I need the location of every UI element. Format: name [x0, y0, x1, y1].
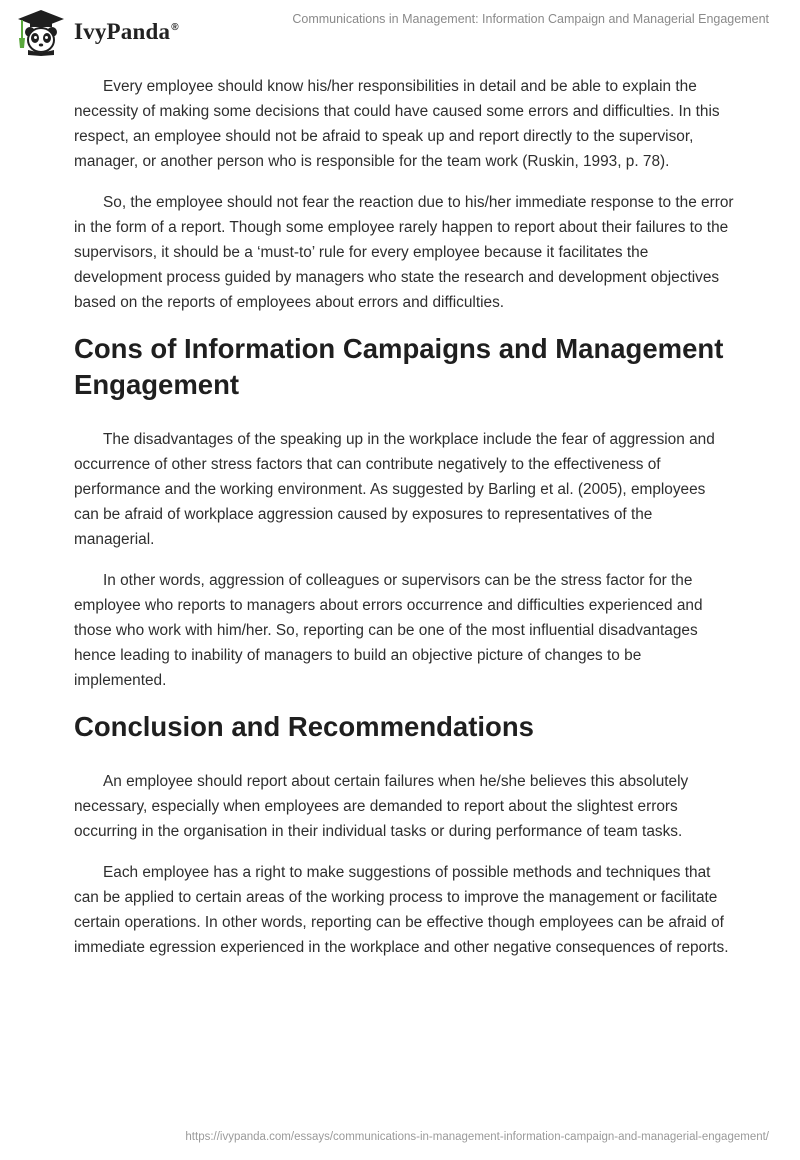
section-heading-conclusion: Conclusion and Recommendations [74, 711, 534, 742]
body-paragraph: In other words, aggression of colleagues or supervisors can be the stress factor for the employee who reports to managers about errors occurrence and difficulties experienced and those who work with him/her. So, reporting can be one of the most influential disadvantages hence leading to inability of managers to build an objective picture of changes to be implemented. [74, 572, 703, 689]
body-paragraph: An employee should report about certain failures when he/she believes this absolutely necessary, especially when employees are demanded to report about the slightest errors occurring in the organisation in their individual tasks or during performance of team tasks. [74, 773, 689, 840]
essay-body [74, 74, 734, 976]
document-title: Communications in Management: Information Campaign and Managerial Engagement [292, 12, 769, 26]
body-paragraph: So, the employee should not fear the reaction due to his/her immediate response to the error in the form of a report. Though some employee rarely happen to report about their failures to the supervisors, it should be a ‘must-to’ rule for every employee because it facilitates the development process guided by managers who state the research and development objectives based on the reports of employees about errors and difficulties. [74, 194, 734, 311]
ivypanda-logo[interactable] [14, 8, 179, 56]
section-heading-cons: Cons of Information Campaigns and Management Engagement [74, 333, 724, 400]
body-paragraph: Each employee has a right to make suggestions of possible methods and techniques that can be applied to certain areas of the working process to improve the management or facilitate certain operations. In other words, reporting can be effective though employees can be afraid of immediate egression experienced in the workplace and other negative consequences of reports. [74, 864, 729, 956]
registered-mark: ® [171, 22, 179, 34]
body-paragraph: Every employee should know his/her responsibilities in detail and be able to explain the necessity of making some decisions that could have caused some errors and difficulties. In this respect, an employee should not be afraid to speak up and report directly to the supervisor, manager, or another person who is responsible for the team work (Ruskin, 1993, p. 78). [74, 78, 720, 170]
page-header [0, 0, 800, 60]
source-url-link[interactable]: https://ivypanda.com/essays/communications-in-management-information-campaign-and-managerial-engagement/ [185, 1131, 769, 1143]
body-paragraph: The disadvantages of the speaking up in the workplace include the fear of aggression and occurrence of other stress factors that can contribute negatively to the effectiveness of performance and the working environment. As suggested by Barling et al. (2005), employees can be afraid of workplace aggression caused by exposures to representatives of the managerial. [74, 431, 715, 548]
logo-wordmark: IvyPanda® [74, 19, 179, 44]
panda-graduate-icon [14, 8, 68, 56]
